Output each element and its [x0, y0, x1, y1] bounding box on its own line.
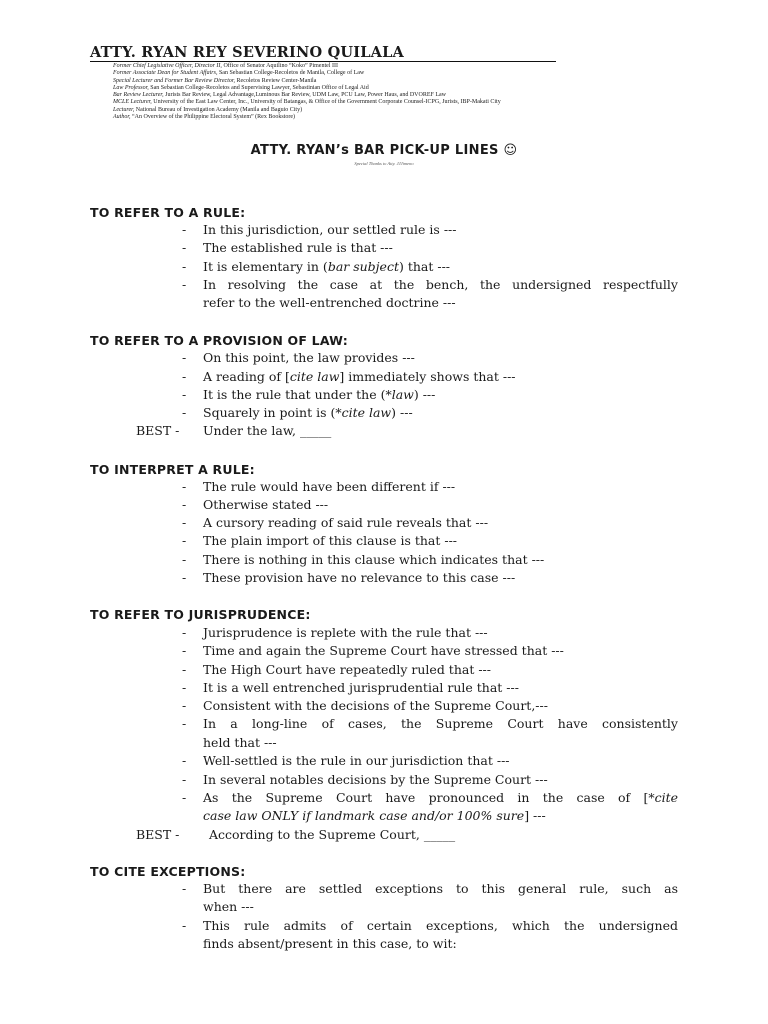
- credential-line: Bar Review Lecturer, Jurists Bar Review, Legal Advantage,Luminous Bar Review, UDM Law, PCU Law, Power Haus, and DVOREF Law: [113, 92, 447, 99]
- credential-line: Law Professor, San Sebastian College-Recoletos and Supervising Lawyer, Sebastinian Office of Legal Aid: [113, 84, 369, 91]
- section-heading-exceptions: TO CITE EXCEPTIONS:: [90, 864, 246, 879]
- credential-line: Former Associate Dean for Student Affairs, San Sebastian College-Recoletos de Manila, College of Law: [113, 70, 365, 77]
- document-title: ATTY. RYAN’s BAR PICK-UP LINES ☺: [250, 143, 518, 158]
- header-divider: [90, 61, 556, 62]
- credential-line: Author, “An Overview of the Philippine Electoral System” (Rex Bookstore): [113, 114, 295, 121]
- credential-line: MCLE Lecturer, University of the East Law Center, Inc., University of Batangas, & Office of the Government Corporate Counsel-ICPG, Jurists, IBP-Makati City: [113, 99, 501, 106]
- author-credentials: [113, 63, 501, 121]
- credential-line: Former Chief Legislative Officer, Director II, Office of Senator Aquilino “Koko” Pimentel III: [113, 63, 338, 69]
- credential-line: Lecturer, National Bureau of Investigation Academy (Manila and Baguio City): [113, 106, 303, 113]
- document-page: ATTY. RYAN REY SEVERINO QUILALA Former Chief Legislative Officer, Director II, Office of Senator Aquilino “Koko” Pimentel III Former Associate Dean for Student Affairs, San Sebastian College-Recoletos de Manila, College of Law Special Lecturer and Former Bar Review Director, Recoletos Review Center-Manila Law Professor, San Sebastian College-Recoletos and Supervising Lawyer, Sebastinian Office of Legal Aid Bar Review Lecturer, Jurists Bar Review, Legal Advantage,Luminous Bar Review, UDM Law, PCU Law, Power Haus, and DVOREF Law MCLE Lecturer, University of the East Law Center, Inc., University of Batangas, & Office of the Government Corporate Counsel-ICPG, Jurists, IBP-Makati City Lecturer, National Bureau of Investigation Academy (Manila and Baguio City) Author, “An Overview of the Philippine Electoral System” (Rex Bookstore) ATTY. RYAN’s BAR PICK-UP LINES ☺ Special Thanks to Atty. JJJimeno TO REFER TO A RULE: - In this jurisdiction, our settled rule is --- - The established rule is that --- - It is elementary in (bar subject) that --- - In resolving the case at the bench, the undersigned respectfully refer to the well-entrenched doctrine --- TO REFER TO A PROVISION OF LAW: - On this point, the law provides --- - A reading of [cite law] immediately shows that --- - It is the rule that under the (*law) --- - Squarely in point is (*cite law) --- BEST - Under the law, _____ TO INTERPRET A RULE: - The rule would have been different if --- - Otherwise stated --- - A cursory reading of said rule reveals that --- - The plain import of this clause is that --- - There is nothing in this clause which indicates that --- - These provision have no relevance to this case --- TO REFER TO JURISPRUDENCE: - Jurisprudence is replete with the rule that --- - Time and again the Supreme Court have stressed that --- - The High Court have repeatedly ruled that --- - It is a well entrenched jurisprudential rule that --- - Consistent with the decisions of the Supreme Court,--- - In a long-line of cases, the Supreme Court have consistently held that --- - Well-settled is the rule in our jurisdiction that --- - In several notables decisions by the Supreme Court --- - As the Supreme Court have pronounced in the case of [*cite case law ONLY if landmark case and/or 100% sure] --- BEST - According to the Supreme Court, _____ TO CITE EXCEPTIONS: - But there are settled exceptions to this general rule, such as when --- - This rule admits of certain exceptions, which the undersigned finds absent/present in this case, to wit:: [0, 0, 768, 1024]
- section-heading-interpret: TO INTERPRET A RULE:: [90, 462, 255, 477]
- credential-line: Special Lecturer and Former Bar Review Director, Recoletos Review Center-Manila: [113, 77, 317, 84]
- section-heading-rule: TO REFER TO A RULE:: [90, 205, 246, 220]
- section-heading-provision: TO REFER TO A PROVISION OF LAW:: [90, 333, 348, 348]
- author-name: ATTY. RYAN REY SEVERINO QUILALA: [90, 44, 404, 61]
- document-subtitle: Special Thanks to Atty. JJJimeno: [354, 161, 414, 166]
- section-heading-jurisprudence: TO REFER TO JURISPRUDENCE:: [90, 607, 311, 622]
